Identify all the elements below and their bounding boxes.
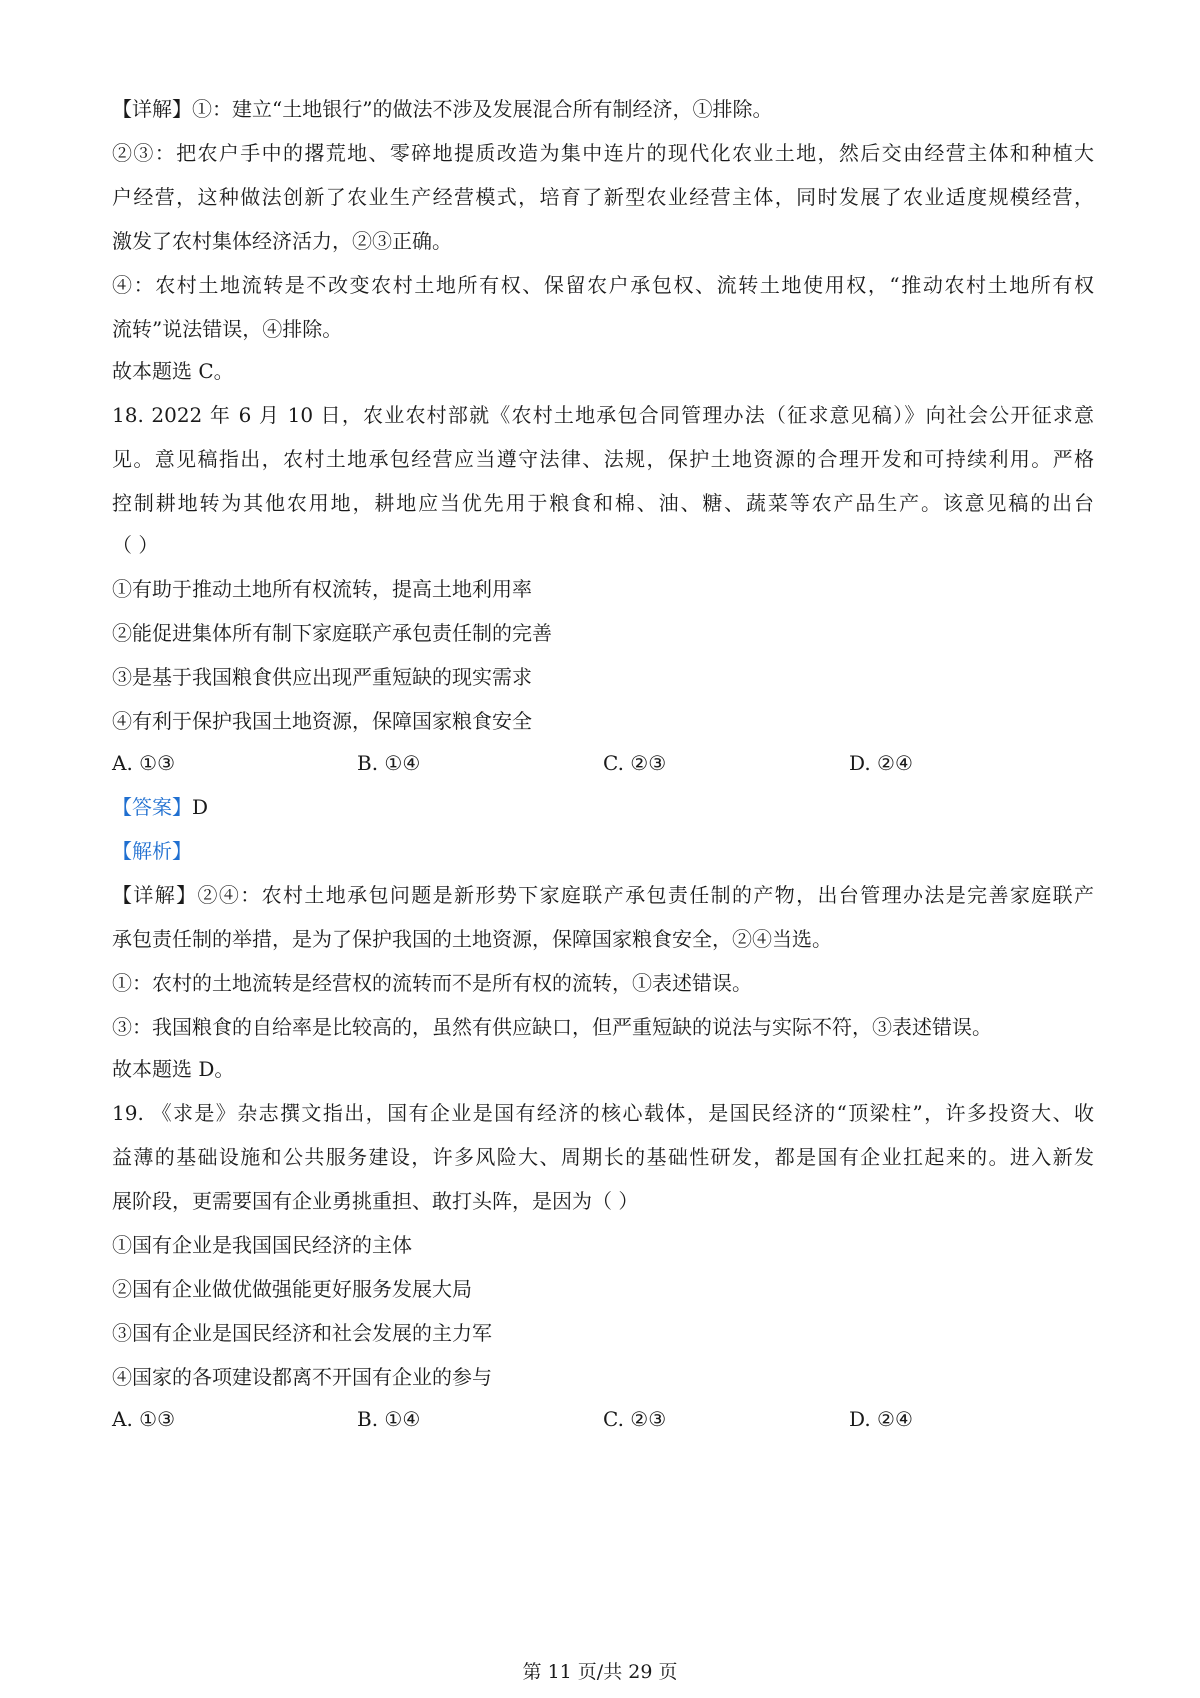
page-number: 第 11 页/共 29 页: [522, 1661, 678, 1683]
statement-item: ②国有企业做优做强能更好服务发展大局: [112, 1277, 472, 1301]
detail-line: ③：我国粮食的自给率是比较高的，虽然有供应缺口，但严重短缺的说法与实际不符，③表述错误。: [112, 1015, 992, 1039]
statement-item: ②能促进集体所有制下家庭联产承包责任制的完善: [112, 621, 552, 645]
option-c: C. ②③: [603, 1407, 667, 1431]
detail-line: 激发了农村集体经济活力，②③正确。: [112, 229, 452, 253]
detail-line: 户经营，这种做法创新了农业生产经营模式，培育了新型农业经营主体，同时发展了农业适度规模经营，: [112, 185, 1094, 209]
detail-line: 承包责任制的举措，是为了保护我国的土地资源，保障国家粮食安全，②④当选。: [112, 927, 832, 951]
statement-item: ③是基于我国粮食供应出现严重短缺的现实需求: [112, 665, 532, 689]
answer-tag: 【答案】: [112, 795, 192, 819]
question-19-stem: 19. 《求是》杂志撰文指出，国有企业是国有经济的核心载体，是国民经济的“顶梁柱”，许多投资大、收: [112, 1101, 1094, 1125]
detail-line: 【详解】①：建立“土地银行”的做法不涉及发展混合所有制经济，①排除。: [112, 97, 773, 121]
option-b: B. ①④: [357, 1407, 421, 1431]
question-18-stem: 控制耕地转为其他农用地，耕地应当优先用于粮食和棉、油、糖、蔬菜等农产品生产。该意见稿的出台: [112, 491, 1094, 515]
detail-line: ②③：把农户手中的撂荒地、零碎地提质改造为集中连片的现代化农业土地，然后交由经营主体和种植大: [112, 141, 1094, 165]
detail-line: ①：农村的土地流转是经营权的流转而不是所有权的流转，①表述错误。: [112, 971, 752, 995]
answer-value: D: [192, 795, 209, 819]
option-d: D. ②④: [849, 751, 913, 775]
statement-item: ①有助于推动土地所有权流转，提高土地利用率: [112, 577, 532, 601]
answer-bracket: （ ）: [112, 533, 159, 557]
answer-line: [112, 794, 208, 820]
conclusion-line: 故本题选 C。: [112, 359, 234, 383]
option-a: A. ①③: [112, 1407, 176, 1431]
statement-item: ④国家的各项建设都离不开国有企业的参与: [112, 1365, 492, 1389]
statement-item: ④有利于保护我国土地资源，保障国家粮食安全: [112, 709, 532, 733]
analysis-tag: 【解析】: [112, 839, 192, 863]
question-19-stem: 益薄的基础设施和公共服务建设，许多风险大、周期长的基础性研发，都是国有企业扛起来的。进入新发: [112, 1145, 1094, 1169]
option-d: D. ②④: [849, 1407, 913, 1431]
statement-item: ③国有企业是国民经济和社会发展的主力军: [112, 1321, 492, 1345]
question-18-stem: 见。意见稿指出，农村土地承包经营应当遵守法律、法规，保护土地资源的合理开发和可持续利用。严格: [112, 447, 1094, 471]
detail-line: 【详解】②④：农村土地承包问题是新形势下家庭联产承包责任制的产物，出台管理办法是完善家庭联产: [112, 883, 1094, 907]
option-c: C. ②③: [603, 751, 667, 775]
option-b: B. ①④: [357, 751, 421, 775]
question-19-stem: 展阶段，更需要国有企业勇挑重担、敢打头阵，是因为（ ）: [112, 1189, 639, 1213]
detail-line: ④：农村土地流转是不改变农村土地所有权、保留农户承包权、流转土地使用权，“推动农村土地所有权: [112, 273, 1094, 297]
conclusion-line: 故本题选 D。: [112, 1057, 235, 1081]
detail-line: 流转”说法错误，④排除。: [112, 317, 343, 341]
question-18-stem: 18. 2022 年 6 月 10 日，农业农村部就《农村土地承包合同管理办法（征求意见稿）》向社会公开征求意: [112, 403, 1094, 427]
option-a: A. ①③: [112, 751, 176, 775]
statement-item: ①国有企业是我国国民经济的主体: [112, 1233, 412, 1257]
